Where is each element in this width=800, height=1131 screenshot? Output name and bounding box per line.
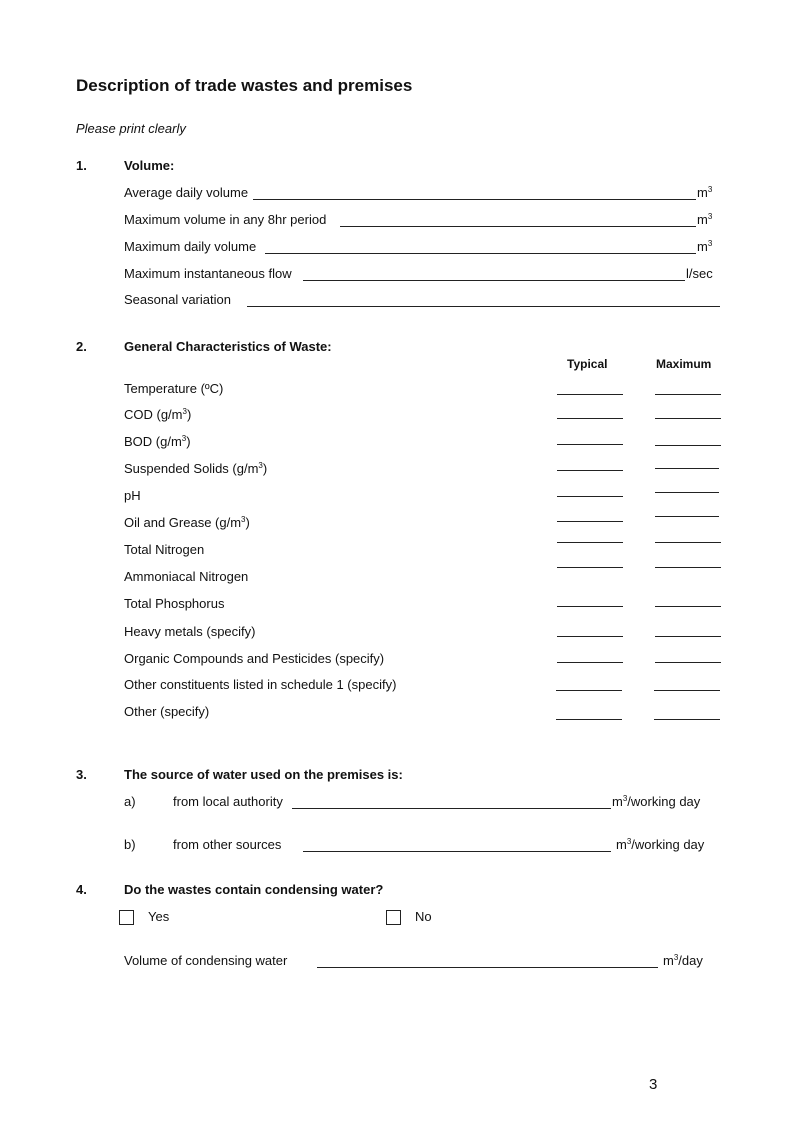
input-line[interactable]	[247, 306, 720, 307]
field-label: Maximum daily volume	[124, 239, 257, 254]
maximum-input-line[interactable]	[655, 567, 721, 568]
unit-label: $m^3$/working day	[616, 837, 705, 852]
section-number: 2.	[76, 339, 87, 354]
typical-input-line[interactable]	[557, 496, 623, 497]
row-label: Other (specify)	[124, 704, 210, 719]
maximum-input-line[interactable]	[654, 690, 720, 691]
row-label: Other constituents listed in schedule 1 (specify)	[124, 677, 397, 692]
input-line[interactable]	[303, 851, 611, 852]
unit-label: $m^3$/working day	[612, 794, 701, 809]
item-letter: b)	[124, 837, 136, 852]
input-line[interactable]	[340, 226, 696, 227]
unit-label: $m^3$	[697, 239, 713, 254]
field-label: from local authority	[173, 794, 283, 809]
maximum-input-line[interactable]	[655, 468, 719, 469]
option-label: Yes	[148, 909, 170, 924]
typical-input-line[interactable]	[557, 636, 623, 637]
section-number: 3.	[76, 767, 87, 782]
field-label: Volume of condensing water	[124, 953, 288, 968]
typical-input-line[interactable]	[557, 567, 623, 568]
row-label: pH	[124, 488, 141, 503]
column-header-maximum: Maximum	[656, 357, 712, 371]
field-label: Seasonal variation	[124, 292, 231, 307]
maximum-input-line[interactable]	[655, 662, 721, 663]
typical-input-line[interactable]	[556, 719, 622, 720]
typical-input-line[interactable]	[557, 662, 623, 663]
input-line[interactable]	[317, 967, 658, 968]
row-label: COD $(g/m^3)$	[124, 407, 192, 422]
row-label: Organic Compounds and Pesticides (specify)	[124, 651, 385, 666]
no-checkbox[interactable]	[386, 910, 401, 925]
typical-input-line[interactable]	[557, 542, 623, 543]
maximum-input-line[interactable]	[655, 445, 721, 446]
unit-label: l/sec	[686, 266, 713, 281]
maximum-input-line[interactable]	[655, 606, 721, 607]
instruction-text: Please print clearly	[76, 121, 186, 136]
yes-checkbox[interactable]	[119, 910, 134, 925]
field-label: Maximum instantaneous flow	[124, 266, 292, 281]
typical-input-line[interactable]	[557, 521, 623, 522]
section-heading: General Characteristics of Waste:	[124, 339, 332, 354]
typical-input-line[interactable]	[557, 444, 623, 445]
section-number: 1.	[76, 158, 87, 173]
item-letter: a)	[124, 794, 136, 809]
section-heading: Volume:	[124, 158, 175, 173]
maximum-input-line[interactable]	[655, 394, 721, 395]
row-label: Heavy metals (specify)	[124, 624, 256, 639]
section-heading: The source of water used on the premises is:	[124, 767, 403, 782]
typical-input-line[interactable]	[557, 470, 623, 471]
section-number: 4.	[76, 882, 87, 897]
input-line[interactable]	[265, 253, 696, 254]
input-line[interactable]	[303, 280, 685, 281]
row-label: BOD $(g/m^3)$	[124, 434, 191, 449]
unit-label: $m^3$/day	[663, 953, 703, 968]
row-label: Ammoniacal Nitrogen	[124, 569, 249, 584]
typical-input-line[interactable]	[556, 690, 622, 691]
row-label: Suspended Solids $(g/m^3)$	[124, 461, 268, 476]
page-title: Description of trade wastes and premises	[76, 76, 413, 95]
row-label: Oil and Grease $(g/m^3)$	[124, 515, 250, 530]
section-heading: Do the wastes contain condensing water?	[124, 882, 384, 897]
typical-input-line[interactable]	[557, 606, 623, 607]
maximum-input-line[interactable]	[655, 542, 721, 543]
row-label: Total Nitrogen	[124, 542, 205, 557]
maximum-input-line[interactable]	[654, 719, 720, 720]
input-line[interactable]	[292, 808, 611, 809]
field-label: from other sources	[173, 837, 282, 852]
input-line[interactable]	[253, 199, 696, 200]
unit-label: $m^3$	[697, 212, 713, 227]
row-label: Temperature (ºC)	[124, 381, 224, 396]
field-label: Maximum volume in any 8hr period	[124, 212, 327, 227]
page-number: 3	[649, 1076, 658, 1093]
maximum-input-line[interactable]	[655, 492, 719, 493]
maximum-input-line[interactable]	[655, 418, 721, 419]
typical-input-line[interactable]	[557, 418, 623, 419]
field-label: Average daily volume	[124, 185, 249, 200]
option-label: No	[415, 909, 432, 924]
row-label: Total Phosphorus	[124, 596, 225, 611]
column-header-typical: Typical	[567, 357, 608, 371]
maximum-input-line[interactable]	[655, 636, 721, 637]
unit-label: $m^3$	[697, 185, 713, 200]
maximum-input-line[interactable]	[655, 516, 719, 517]
typical-input-line[interactable]	[557, 394, 623, 395]
